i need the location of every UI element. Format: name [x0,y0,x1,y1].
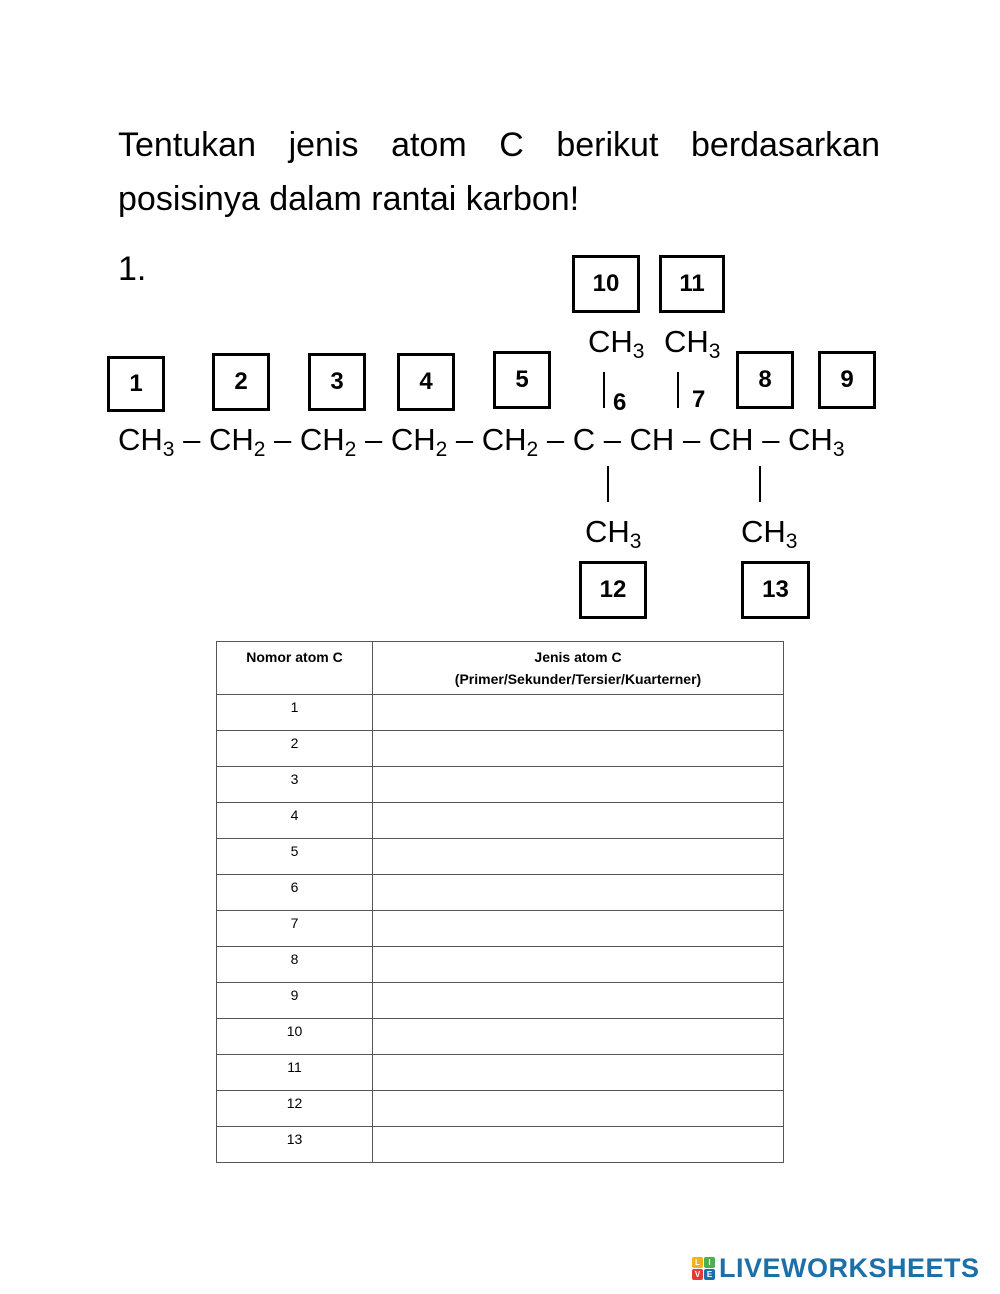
answer-box-5[interactable]: 5 [493,351,551,409]
position-label-6: 6 [613,389,627,416]
logo-mark-icon [692,1257,715,1280]
question-number: 1. [118,250,147,288]
answer-box-12[interactable]: 12 [579,561,647,619]
answer-box-1[interactable]: 1 [107,356,165,412]
chain-group-9: $CH_3$ [788,422,845,461]
chain-group-3: $CH_2$ – [299,422,391,461]
answer-cell[interactable] [373,1055,784,1091]
logo-mark-letter: V [692,1269,703,1280]
answer-box-3[interactable]: 3 [308,353,366,411]
bond-lower-right [759,466,761,502]
chain-group-6: C – [572,422,630,457]
header-jenis-line2: (Primer/Sekunder/Tersier/Kuarterner) [454,671,702,687]
row-number: 1 [217,695,373,731]
answer-cell[interactable] [373,803,784,839]
answer-box-10[interactable]: 10 [572,255,640,313]
row-number: 6 [217,875,373,911]
chain-group-4: $CH_2$ – [390,422,482,461]
branch-lower-left: $CH_3$ [585,514,642,553]
chain-group-7: CH – [629,422,709,457]
branch-upper-right: $CH_3$ [664,324,721,363]
table-row [217,695,784,731]
instruction-text: Tentukan jenis atom C berikut berdasarkan posisinya dalam rantai karbon! [118,126,880,218]
logo-mark-letter: I [704,1257,715,1268]
table-row [217,731,784,767]
branch-upper-left: $CH_3$ [588,324,645,363]
chain-group-8: CH – [708,422,789,457]
table-row [217,767,784,803]
answer-table [216,641,784,1163]
main-chain [118,424,845,460]
bond-upper-right [677,372,679,408]
row-number: 2 [217,731,373,767]
answer-cell[interactable] [373,1019,784,1055]
row-number: 4 [217,803,373,839]
row-number: 5 [217,839,373,875]
chain-group-1: $CH_3$ – [118,422,209,461]
table-row [217,947,784,983]
answer-box-9[interactable]: 9 [818,351,876,409]
table-row [217,803,784,839]
answer-cell[interactable] [373,1091,784,1127]
liveworksheets-logo[interactable] [692,1252,980,1284]
bond-lower-left [607,466,609,502]
answer-cell[interactable] [373,839,784,875]
table-row [217,875,784,911]
row-number: 9 [217,983,373,1019]
row-number: 12 [217,1091,373,1127]
position-label-7: 7 [692,386,706,413]
branch-lower-right: $CH_3$ [741,514,798,553]
bond-upper-left [603,372,605,408]
logo-mark-letter: E [704,1269,715,1280]
table-header-row [217,642,784,695]
table-row [217,1091,784,1127]
logo-mark-letter: L [692,1257,703,1268]
answer-cell[interactable] [373,875,784,911]
answer-cell[interactable] [373,947,784,983]
row-number: 13 [217,1127,373,1163]
chain-group-2: $CH_2$ – [208,422,300,461]
header-jenis-line1: Jenis atom C [534,649,622,665]
header-nomor-atom: Nomor atom C [217,642,373,695]
answer-cell[interactable] [373,911,784,947]
answer-cell[interactable] [373,1127,784,1163]
answer-box-2[interactable]: 2 [212,353,270,411]
row-number: 10 [217,1019,373,1055]
chain-group-5: $CH_2$ – [481,422,573,461]
header-jenis-atom [373,642,784,695]
table-row [217,1127,784,1163]
row-number: 3 [217,767,373,803]
table-row [217,983,784,1019]
answer-box-11[interactable]: 11 [659,255,725,313]
answer-box-4[interactable]: 4 [397,353,455,411]
table-row [217,1019,784,1055]
answer-box-8[interactable]: 8 [736,351,794,409]
table-row [217,839,784,875]
table-row [217,1055,784,1091]
answer-cell[interactable] [373,695,784,731]
answer-cell[interactable] [373,731,784,767]
answer-cell[interactable] [373,983,784,1019]
answer-cell[interactable] [373,767,784,803]
row-number: 7 [217,911,373,947]
logo-text: LIVEWORKSHEETS [719,1252,980,1283]
row-number: 8 [217,947,373,983]
table-row [217,911,784,947]
row-number: 11 [217,1055,373,1091]
answer-box-13[interactable]: 13 [741,561,810,619]
